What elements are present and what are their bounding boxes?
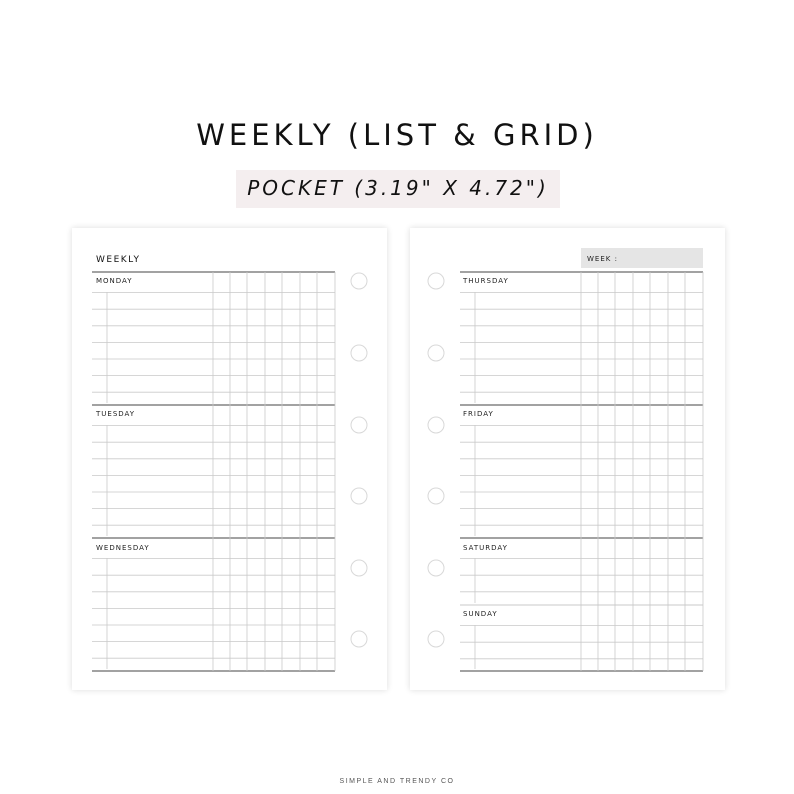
binder-hole [428,560,444,576]
binder-hole [428,488,444,504]
binder-hole [351,417,367,433]
brand-footer: SIMPLE AND TRENDY CO [339,778,455,785]
binder-hole [428,417,444,433]
binder-hole [351,631,367,647]
planner-page-left [72,228,387,690]
left-page-grid [72,228,387,690]
day-label-monday: MONDAY [96,277,133,285]
day-label-wednesday: WEDNESDAY [96,544,150,552]
weekly-heading: WEEKLY [96,255,141,265]
day-label-saturday: SATURDAY [463,544,508,552]
binder-hole [428,345,444,361]
binder-hole [351,273,367,289]
day-label-thursday: THURSDAY [463,277,509,285]
binder-hole [351,488,367,504]
day-label-friday: FRIDAY [463,410,494,418]
page-title: WEEKLY (LIST & GRID) [196,118,598,152]
day-label-tuesday: TUESDAY [96,410,136,418]
day-label-sunday: SUNDAY [463,610,498,618]
page-subtitle: POCKET (3.19" X 4.72") [247,176,549,200]
right-page-grid [410,228,725,690]
binder-hole [351,560,367,576]
planner-page-right [410,228,725,690]
binder-hole [428,273,444,289]
binder-hole [351,345,367,361]
week-label: WEEK : [587,255,618,263]
binder-hole [428,631,444,647]
